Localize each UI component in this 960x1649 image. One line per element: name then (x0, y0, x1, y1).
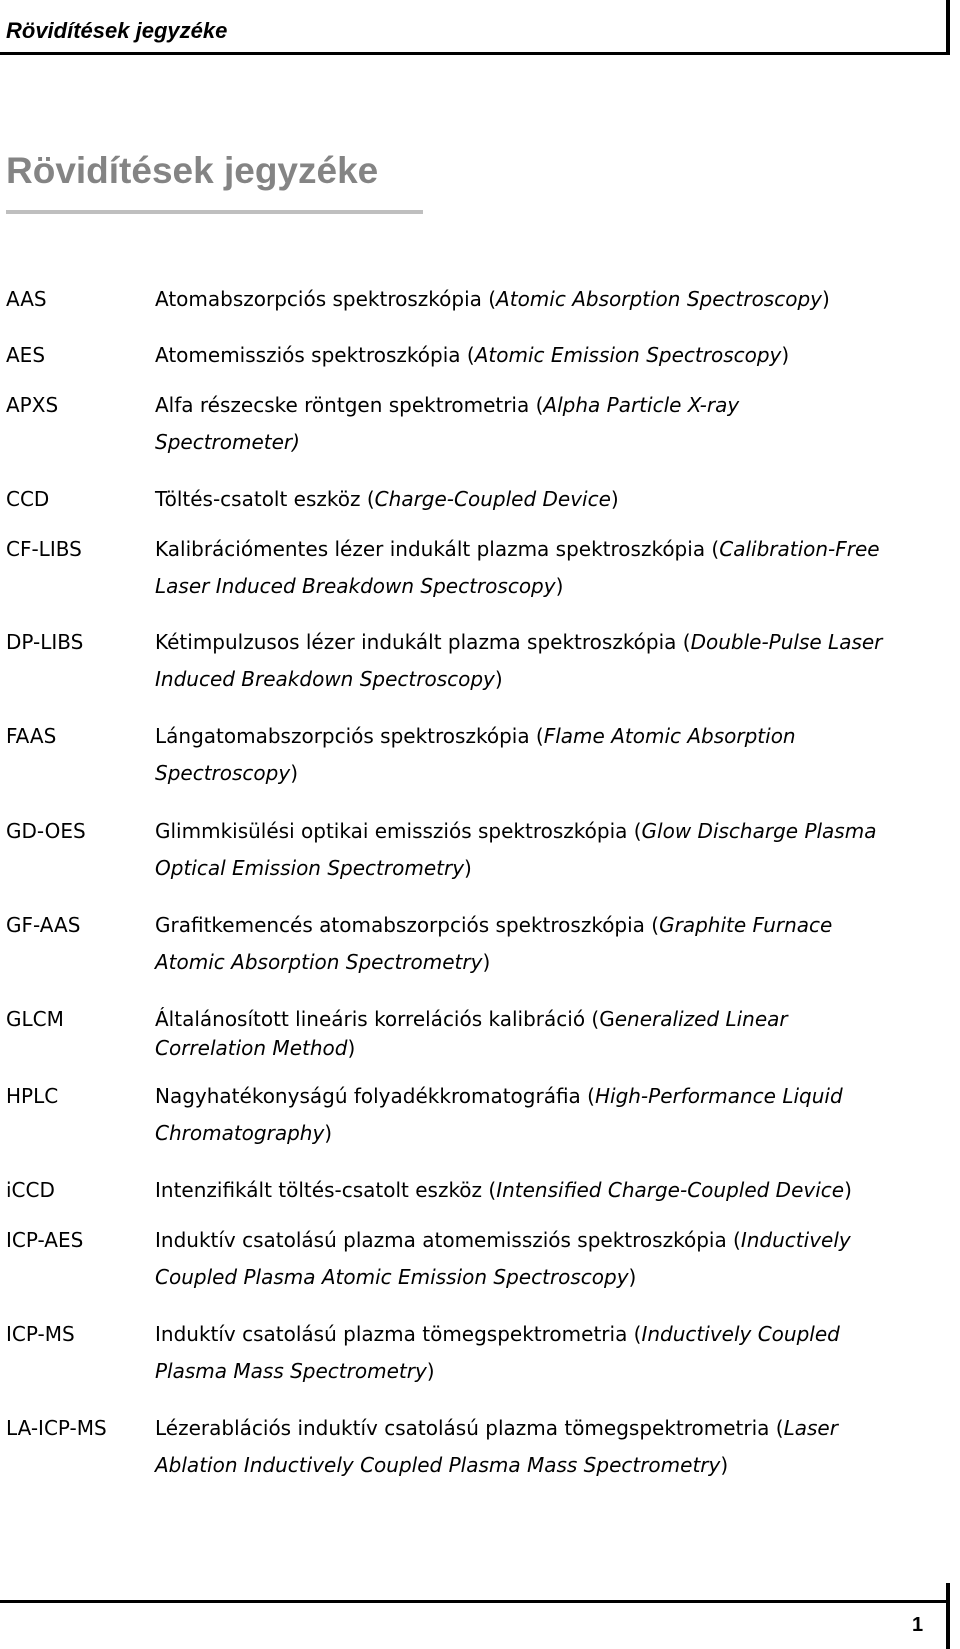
abbreviation-term: GLCM (6, 1007, 64, 1031)
abbreviation-definition (155, 343, 945, 380)
header-rule (0, 52, 950, 55)
definition-english-term: Atomic Absorption Spectroscopy (496, 287, 822, 311)
definition-line (155, 1084, 945, 1121)
abbreviation-term: LA-ICP-MS (6, 1416, 107, 1440)
abbreviation-definition (155, 537, 945, 611)
definition-line (155, 1416, 945, 1453)
abbreviation-definition (155, 913, 945, 987)
definition-line (155, 343, 945, 380)
abbreviation-term: iCCD (6, 1178, 55, 1202)
definition-english-term: Calibration-Free (719, 537, 880, 561)
abbreviation-term: ICP-MS (6, 1322, 75, 1346)
definition-text: Alfa részecske röntgen spektrometria ( (155, 393, 544, 417)
abbreviation-term: GF-AAS (6, 913, 81, 937)
abbreviation-term: AAS (6, 287, 47, 311)
definition-text: Grafitkemencés atomabszorpciós spektroszkópia ( (155, 913, 660, 937)
definition-line (155, 574, 945, 611)
definition-text: Töltés-csatolt eszköz ( (155, 487, 375, 511)
definition-text: Atomabszorpciós spektroszkópia ( (155, 287, 497, 311)
definition-line (155, 630, 945, 667)
definition-english-term: Flame Atomic Absorption (543, 724, 796, 748)
definition-line (155, 430, 945, 467)
definition-english-term: Graphite Furnace (659, 913, 833, 937)
header-corner-bar (946, 0, 950, 55)
definition-line (155, 950, 945, 987)
definition-english-term: Induced Breakdown Spectroscopy (155, 667, 495, 691)
definition-english-term: Charge-Coupled Device (374, 487, 611, 511)
definition-english-term: Plasma Mass Spectrometry (155, 1359, 427, 1383)
definition-english-term: Inductively Coupled (641, 1322, 840, 1346)
definition-line (155, 487, 945, 524)
definition-english-term: Alpha Particle X-ray (543, 393, 740, 417)
abbreviation-definition (155, 724, 945, 798)
page-number: 1 (912, 1614, 924, 1636)
definition-line (155, 287, 945, 324)
definition-text: ) (844, 1178, 852, 1202)
abbreviation-definition (155, 1178, 945, 1215)
definition-text: Kétimpulzusos lézer indukált plazma spektroszkópia ( (155, 630, 691, 654)
abbreviation-term: HPLC (6, 1084, 59, 1108)
definition-text: ) (610, 487, 619, 511)
page-title: Rövidítések jegyzéke (6, 150, 379, 191)
definition-english-term: High-Performance Liquid (594, 1084, 843, 1108)
abbreviation-definition (155, 819, 945, 893)
definition-english-term: Chromatography (155, 1121, 325, 1145)
abbreviation-term: ICP-AES (6, 1228, 84, 1252)
definition-english-term: Spectrometer) (155, 430, 300, 454)
definition-line (155, 537, 945, 574)
definition-line (155, 1265, 945, 1302)
abbreviation-term: APXS (6, 393, 59, 417)
abbreviation-term: CCD (6, 487, 50, 511)
definition-line (155, 1228, 945, 1265)
definition-text: ) (482, 950, 491, 974)
definition-line (155, 1359, 945, 1396)
definition-english-term: Coupled Plasma Atomic Emission Spectroscopy (155, 1265, 629, 1289)
definition-english-term: Ablation Inductively Coupled Plasma Mass Spectrometry (155, 1453, 721, 1477)
definition-line (155, 761, 945, 798)
definition-english-term: Laser Induced Breakdown Spectroscopy (155, 574, 556, 598)
definition-text: Intenzifikált töltés-csatolt eszköz ( (155, 1178, 497, 1202)
definition-english-term: Glow Discharge Plasma (641, 819, 877, 843)
definition-english-term: Atomic Emission Spectroscopy (474, 343, 782, 367)
footer-rule (0, 1600, 950, 1603)
definition-text: ) (494, 667, 503, 691)
abbreviation-term: GD-OES (6, 819, 86, 843)
abbreviation-term: DP-LIBS (6, 630, 84, 654)
abbreviation-definition (155, 1322, 945, 1396)
definition-english-term: Optical Emission Spectrometry (155, 856, 465, 880)
definition-line (155, 913, 945, 950)
definition-text: Glimmkisülési optikai emissziós spektroszkópia ( (155, 819, 642, 843)
abbreviation-definition (155, 393, 945, 467)
abbreviation-definition (155, 1084, 945, 1158)
title-underline (6, 210, 423, 214)
definition-text: ) (555, 574, 564, 598)
abbreviation-definition (155, 287, 945, 324)
definition-text: Általánosított lineáris korrelációs kalibráció (G (155, 1007, 615, 1031)
definition-line (155, 1121, 945, 1158)
definition-english-term: Laser (783, 1416, 838, 1440)
definition-text: ) (628, 1265, 637, 1289)
definition-text: ) (324, 1121, 333, 1145)
abbreviation-term: FAAS (6, 724, 57, 748)
definition-text: Induktív csatolású plazma tömegspektrometria ( (155, 1322, 642, 1346)
definition-english-term: Atomic Absorption Spectrometry (155, 950, 483, 974)
definition-english-term: eneralized Linear (614, 1007, 788, 1031)
definition-text: ) (426, 1359, 435, 1383)
definition-text: ) (822, 287, 830, 311)
definition-english-term: Intensified Charge-Coupled Device (496, 1178, 845, 1202)
definition-text: ) (464, 856, 472, 880)
running-header-title: Rövidítések jegyzéke (6, 18, 228, 43)
definition-text: Lángatomabszorpciós spektroszkópia ( (155, 724, 544, 748)
definition-line (155, 1178, 945, 1215)
abbreviation-definition (155, 1416, 945, 1490)
definition-text: Kalibrációmentes lézer indukált plazma spektroszkópia ( (155, 537, 720, 561)
definition-english-term: Correlation Method (155, 1036, 348, 1060)
definition-text: Lézerablációs induktív csatolású plazma tömegspektrometria ( (155, 1416, 784, 1440)
definition-english-term: Inductively (740, 1228, 851, 1252)
abbreviation-term: AES (6, 343, 46, 367)
definition-text: Atomemissziós spektroszkópia ( (155, 343, 475, 367)
definition-text: ) (781, 343, 790, 367)
definition-line (155, 1322, 945, 1359)
definition-line (155, 856, 945, 893)
definition-text: ) (290, 761, 298, 785)
definition-line (155, 724, 945, 761)
definition-english-term: Double-Pulse Laser (690, 630, 883, 654)
abbreviation-definition (155, 630, 945, 704)
definition-text: ) (347, 1036, 356, 1060)
definition-line (155, 667, 945, 704)
definition-text: Induktív csatolású plazma atomemissziós spektroszkópia ( (155, 1228, 741, 1252)
abbreviation-definition (155, 487, 945, 524)
definition-line (155, 1007, 945, 1036)
definition-line (155, 1453, 945, 1490)
abbreviation-definition (155, 1228, 945, 1302)
definition-line (155, 1036, 945, 1065)
footer-corner-bar (946, 1583, 950, 1649)
definition-english-term: Spectroscopy (155, 761, 291, 785)
abbreviation-term: CF-LIBS (6, 537, 82, 561)
abbreviation-definition (155, 1007, 945, 1065)
definition-text: Nagyhatékonyságú folyadékkromatográfia ( (155, 1084, 595, 1108)
definition-text: ) (720, 1453, 729, 1477)
definition-line (155, 819, 945, 856)
definition-line (155, 393, 945, 430)
